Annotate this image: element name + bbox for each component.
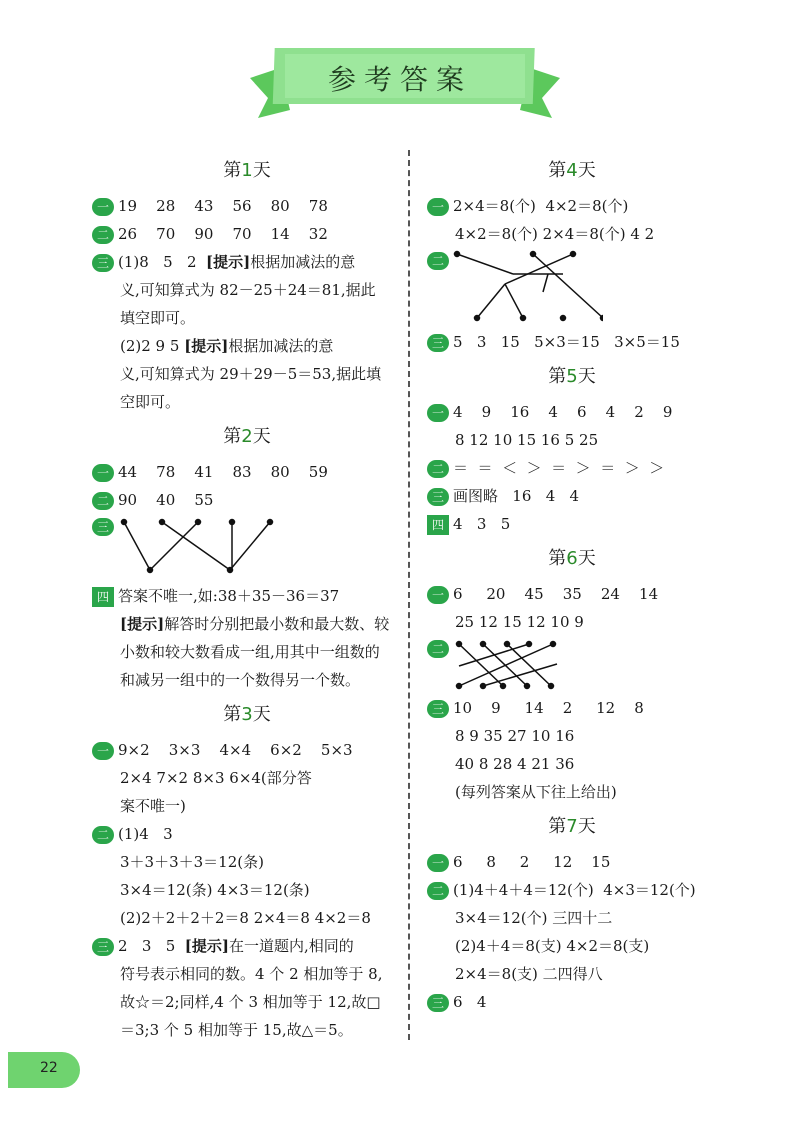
left-column: 第1天 一 19 28 43 56 80 78 二 26 70 90 70 14 32 三 (1)8 5 2 [提示]根据加减法的意 义,可知算式为 82－25＋24＝81,据此 填空即可。 (2)2 9 5 [提示]根据加减法的意 义,可知算式为 29＋29－5＝53,据此填 空即可。 第2天 一 44 78 41 83 80 59 二 90 40 55 三 四 答案不唯一,如:38＋35－36＝37 [提示]解答时分别把最小数和最大数、较 小数和较大数看成一组,用其中一组数的 和减另一组中的一个数得另一个数。 第3天 一 9×2 3×3 4×4 6×2 5×3 2×4 7×2 8×3 6×4(部分答 案不唯一) 二 (1)4 3 3＋3＋3＋3＝12(条) 3×4＝12(条) 4×3＝12(条) (2)2＋2＋2＋2＝8 2×4＝8 4×2＝8 三 2 3 5 [提示]在一道题内,相同的 符号表示相同的数。4 个 2 相加等于 8, 故☆＝2;同样,4 个 3 相加等于 12,故□ ＝3;3 个 5 相加等于 15,故△＝5。 (92, 150, 402, 1044)
day-7-q2: 二 (1)4＋4＋4＝12(个) 4×3＝12(个) (427, 876, 717, 904)
day-3-q3: 三 2 3 5 [提示]在一道题内,相同的 (92, 932, 402, 960)
day-5-q3: 三 画图略 16 4 4 (427, 482, 717, 510)
day-6-q1: 一 6 20 45 35 24 14 (427, 580, 717, 608)
q-badge: 二 (92, 492, 114, 510)
q-badge: 二 (92, 226, 114, 244)
q-badge: 三 (427, 334, 449, 352)
q-badge: 三 (427, 994, 449, 1012)
day-6-title: 第6天 (548, 548, 596, 569)
q-badge: 三 (92, 518, 114, 536)
q-badge: 二 (427, 460, 449, 478)
day-4-q1: 一 2×4＝8(个) 4×2＝8(个) (427, 192, 717, 220)
q-badge: 三 (427, 700, 449, 718)
day-2-matching-diagram (120, 516, 300, 580)
day-2-q1: 一 44 78 41 83 80 59 (92, 458, 402, 486)
day-7-q3: 三 6 4 (427, 988, 717, 1016)
q-badge: 四 (427, 515, 449, 535)
column-divider (408, 150, 410, 1040)
q-badge: 二 (427, 882, 449, 900)
day-2-q3 (92, 514, 402, 582)
q-badge: 一 (427, 404, 449, 422)
q-badge: 一 (427, 198, 449, 216)
day-6-q2 (427, 636, 717, 694)
day-1-q3: 三 (1)8 5 2 [提示]根据加减法的意 (92, 248, 402, 276)
q-badge: 一 (92, 198, 114, 216)
day-1-title: 第1天 (223, 160, 271, 181)
day-4-q3: 三 5 3 15 5×3＝15 3×5＝15 (427, 328, 717, 356)
day-5-q4: 四 4 3 5 (427, 510, 717, 538)
day-6-matching-diagram (453, 638, 573, 694)
right-column: 第4天 一 2×4＝8(个) 4×2＝8(个) 4×2＝8(个) 2×4＝8(个) 4 2 二 三 5 3 15 5×3＝15 3×5＝15 第5天 一 4 9 16 4 6 4 2 9 8 12 10 15 16 5 25 二 ＝ ＝ ＜ ＞ ＝ ＞ ＝ ＞ ＞ 三 画图略 16 4 4 四 4 3 5 第6天 一 6 20 45 35 24 14 25 12 15 12 10 9 二 三 10 9 14 2 12 8 8 9 35 27 10 16 40 8 28 4 21 36 (每列答案从下往上给出) 第7天 一 6 8 2 12 15 二 (1)4＋4＋4＝12(个) 4×3＝12(个) 3×4＝12(个) 三四十二 (2)4＋4＝8(支) 4×2＝8(支) 2×4＝8(支) 二四得八 三 6 4 (427, 150, 717, 1016)
q-badge: 二 (92, 826, 114, 844)
day-1-q2: 二 26 70 90 70 14 32 (92, 220, 402, 248)
day-4-matching-diagram (453, 248, 603, 328)
q-badge: 一 (427, 586, 449, 604)
day-5-q2: 二 ＝ ＝ ＜ ＞ ＝ ＞ ＝ ＞ ＞ (427, 454, 717, 482)
q-badge: 三 (92, 254, 114, 272)
page-title: 参考答案 (327, 63, 472, 96)
day-7-title: 第7天 (548, 816, 596, 837)
q-badge: 三 (427, 488, 449, 506)
q-badge: 一 (92, 742, 114, 760)
page-number: 22 (40, 1060, 58, 1076)
day-4-title: 第4天 (548, 160, 596, 181)
day-2-q2: 二 90 40 55 (92, 486, 402, 514)
day-3-q1: 一 9×2 3×3 4×4 6×2 5×3 (92, 736, 402, 764)
q-badge: 一 (92, 464, 114, 482)
q-badge: 四 (92, 587, 114, 607)
day-2-q4: 四 答案不唯一,如:38＋35－36＝37 (92, 582, 402, 610)
day-2-title: 第2天 (223, 426, 271, 447)
day-4-q2 (427, 248, 717, 328)
day-3-q2: 二 (1)4 3 (92, 820, 402, 848)
q-badge: 三 (92, 938, 114, 956)
day-1-q1: 一 19 28 43 56 80 78 (92, 192, 402, 220)
day-6-q3: 三 10 9 14 2 12 8 (427, 694, 717, 722)
day-7-q1: 一 6 8 2 12 15 (427, 848, 717, 876)
day-3-title: 第3天 (223, 704, 271, 725)
q-badge: 一 (427, 854, 449, 872)
q-badge: 二 (427, 640, 449, 658)
day-5-title: 第5天 (548, 366, 596, 387)
day-5-q1: 一 4 9 16 4 6 4 2 9 (427, 398, 717, 426)
q-badge: 二 (427, 252, 449, 270)
